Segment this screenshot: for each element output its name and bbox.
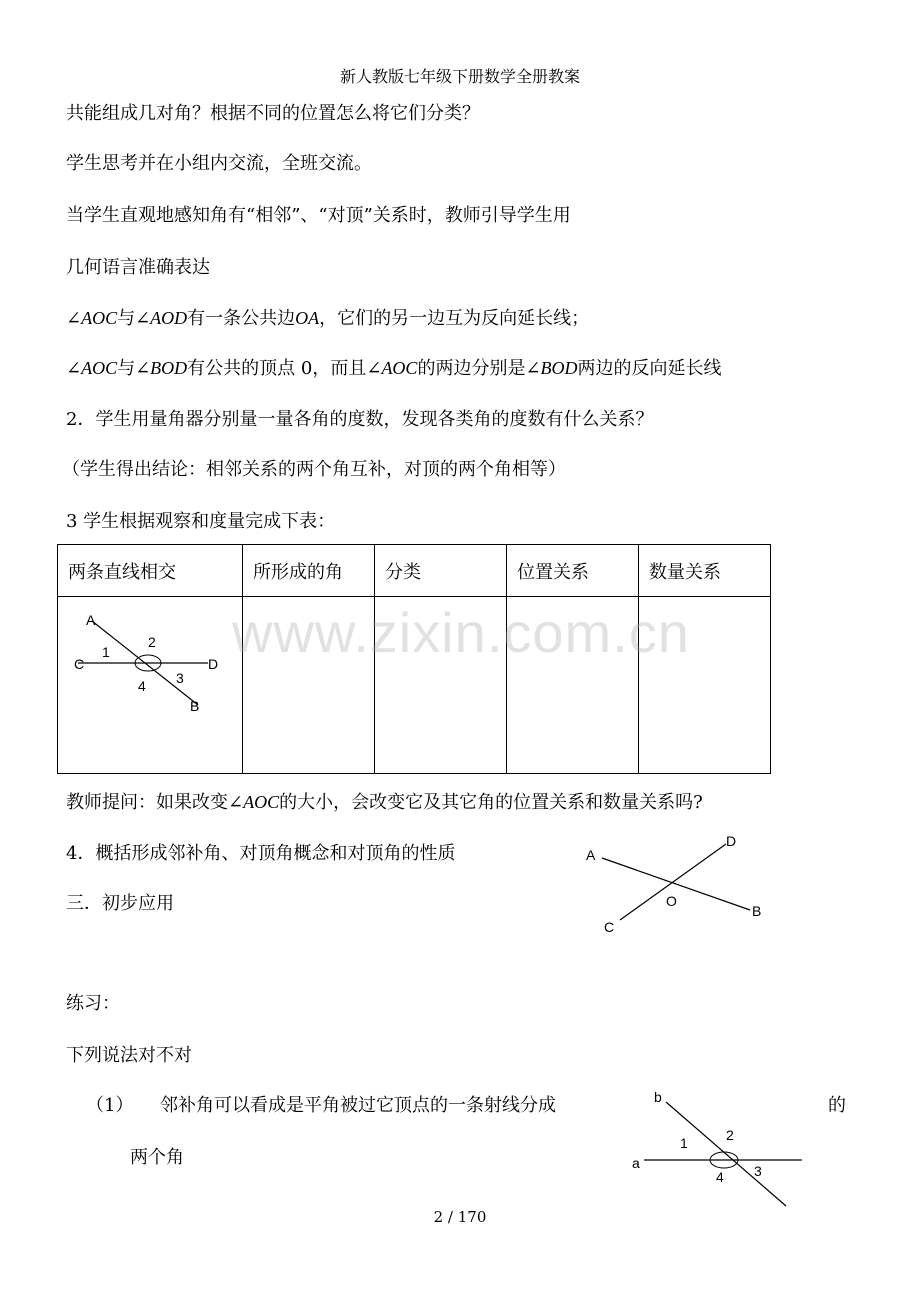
text-question-end: 的大小，会改变它及其它角的位置关系和数量关系吗?: [279, 792, 703, 813]
label-b: B: [752, 903, 762, 919]
text-and: 与: [117, 308, 136, 329]
label-c: C: [604, 919, 615, 935]
math-angle-aoc: ∠AOC: [66, 308, 118, 328]
text-common-side: 有一条公共边: [187, 308, 296, 329]
angle-label-3: 3: [754, 1163, 762, 1179]
table-header-row: [58, 545, 771, 597]
angle-label-1: 1: [680, 1135, 688, 1151]
table-cell-figure: [58, 597, 243, 774]
math-angle-aoc: ∠AOC: [228, 792, 280, 812]
watermark: www.zixin.com.cn: [232, 601, 690, 664]
paragraph-teacher-question: [66, 790, 703, 815]
text-reverse-lines: 两边的反向延长线: [577, 358, 722, 379]
table-header-cell: 数量关系: [639, 545, 771, 597]
label-d: D: [726, 833, 737, 849]
table-header-cell: 分类: [375, 545, 507, 597]
angle-label-3: 3: [176, 670, 184, 686]
exercise-item-text: 邻补角可以看成是平角被过它顶点的一条射线分成: [160, 1095, 556, 1116]
text-reverse-extension: ，它们的另一边互为反向延长线；: [319, 308, 590, 329]
section-heading-application: 三．初步应用: [66, 893, 174, 914]
exercise-item-tail: 的: [828, 1095, 846, 1116]
exercise-item-continuation: 两个角: [130, 1147, 184, 1168]
label-d: D: [208, 656, 219, 672]
paragraph-step-2: 2．学生用量角器分别量一量各角的度数，发现各类角的度数有什么关系？: [66, 409, 654, 430]
label-b: B: [190, 698, 200, 714]
angle-label-2: 2: [148, 634, 156, 650]
line-b: [666, 1102, 786, 1206]
math-angle-aoc: ∠AOC: [66, 358, 118, 378]
table-header-cell: 位置关系: [507, 545, 639, 597]
math-angle-bod: ∠BOD: [135, 358, 188, 378]
vertical-angles-figure: [580, 828, 780, 938]
page-header: 新人教版七年级下册数学全册教案: [339, 67, 580, 86]
paragraph-step-4: 4．概括形成邻补角、对顶角概念和对顶角的性质: [66, 843, 456, 864]
text-common-vertex: 有公共的顶点 0，而且: [187, 358, 367, 379]
paragraph-step-3: 3 学生根据观察和度量完成下表：: [66, 511, 336, 532]
paragraph-question: 共能组成几对角？根据不同的位置怎么将它们分类？: [66, 103, 480, 124]
paragraph-vertical-angles: [66, 356, 722, 381]
paragraph-discussion: 学生思考并在小组内交流，全班交流。: [66, 153, 372, 174]
angle-label-4: 4: [716, 1169, 724, 1185]
math-angle-aoc: ∠AOC: [366, 358, 418, 378]
label-a: a: [632, 1155, 640, 1171]
label-a: A: [586, 847, 596, 863]
label-o: O: [666, 893, 677, 909]
page-number: 2 / 170: [433, 1208, 487, 1226]
paragraph-perception: 当学生直观地感知角有“相邻”、“对顶”关系时，教师引导学生用: [66, 205, 571, 226]
math-ray-oa: OA: [295, 308, 320, 328]
exercise-heading: 练习：: [66, 993, 120, 1014]
label-c: C: [74, 656, 85, 672]
label-a: A: [86, 612, 96, 628]
exercise-item-number: （1）: [86, 1095, 134, 1116]
angle-label-4: 4: [138, 678, 146, 694]
table-header-cell: 两条直线相交: [58, 545, 243, 597]
label-b: b: [654, 1089, 662, 1105]
text-question-start: 教师提问：如果改变: [66, 792, 228, 813]
adjacent-angles-figure: [620, 1084, 820, 1214]
angle-label-2: 2: [726, 1127, 734, 1143]
text-and: 与: [117, 358, 136, 379]
math-angle-aod: ∠AOD: [135, 308, 188, 328]
angle-label-1: 1: [102, 644, 110, 660]
paragraph-adjacent-angles: [66, 306, 589, 331]
paragraph-conclusion: （学生得出结论：相邻关系的两个角互补，对顶的两个角相等）: [62, 459, 566, 480]
paragraph-geometric-language: 几何语言准确表达: [66, 257, 210, 278]
exercise-instruction: 下列说法对不对: [66, 1045, 192, 1066]
table-header-cell: 所形成的角: [243, 545, 375, 597]
text-two-sides: 的两边分别是: [417, 358, 526, 379]
intersecting-lines-figure: [58, 597, 242, 773]
math-angle-bod: ∠BOD: [525, 358, 578, 378]
